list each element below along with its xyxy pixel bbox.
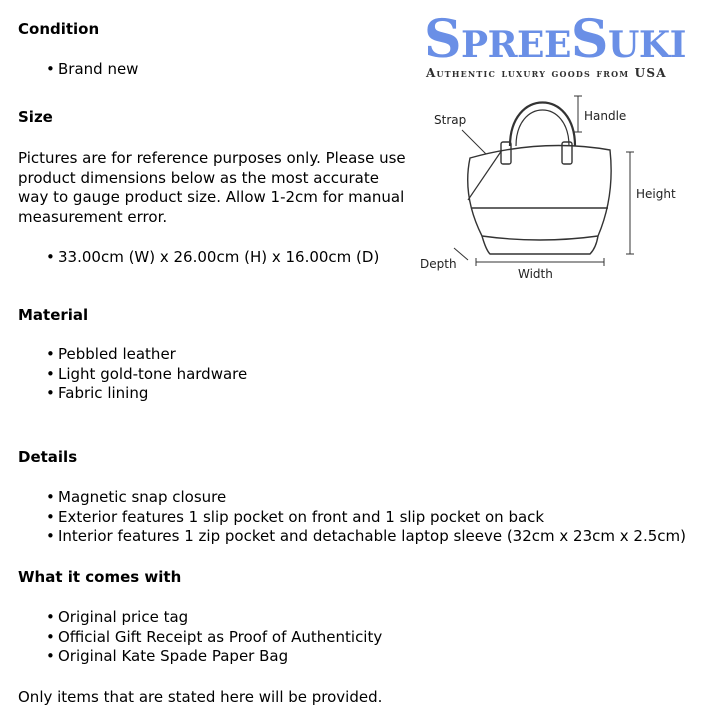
bullet: • (46, 248, 55, 266)
comes-with-heading: What it comes with (18, 568, 182, 586)
footer-note: Only items that are stated here will be provided. (18, 688, 383, 706)
list-item: • Fabric lining (46, 384, 149, 403)
diagram-label-height: Height (636, 187, 676, 201)
logo-wordmark: SpreeSuki (424, 9, 686, 70)
bag-icon (468, 103, 611, 255)
bullet: • (46, 608, 55, 626)
size-heading: Size (18, 108, 53, 126)
bullet: • (46, 507, 55, 526)
comes-with-list (46, 608, 382, 667)
material-list (46, 345, 247, 404)
bullet: • (46, 364, 55, 383)
bullet: • (46, 345, 55, 363)
diagram-label-strap: Strap (434, 113, 467, 127)
bullet: • (46, 60, 55, 78)
diagram-label-width: Width (518, 267, 553, 281)
list-item: • Magnetic snap closure (46, 488, 227, 506)
list-item: • Interior features 1 zip pocket and detachable laptop sleeve (32cm x 23cm x 2.5cm) (46, 527, 686, 546)
spreesuki-logo (424, 9, 716, 82)
bullet: • (46, 527, 55, 546)
list-item: • Light gold-tone hardware (46, 364, 248, 383)
material-heading: Material (18, 306, 89, 324)
bullet: • (46, 627, 55, 646)
bullet: • (46, 384, 55, 403)
list-item: • Original price tag (46, 608, 189, 626)
list-item: • Exterior features 1 slip pocket on front and 1 slip pocket on back (46, 507, 545, 526)
size-description: Pictures are for reference purposes only. Please use product dimensions below as the most accurate way to gauge product size. Allow 1-2cm for manual measurement error. (18, 149, 406, 226)
list-item: • 33.00cm (W) x 26.00cm (H) x 16.00cm (D) (46, 248, 380, 266)
bullet: • (46, 647, 55, 666)
list-item: • Official Gift Receipt as Proof of Authenticity (46, 627, 383, 646)
bullet: • (46, 488, 55, 506)
logo-tagline: Authentic luxury goods from USA (426, 66, 667, 80)
condition-list (46, 60, 138, 80)
list-item: • Original Kate Spade Paper Bag (46, 647, 289, 666)
size-list (46, 248, 379, 268)
bag-dimension-diagram (410, 88, 710, 288)
diagram-label-depth: Depth (420, 257, 457, 271)
details-list (46, 488, 686, 547)
diagram-label-handle: Handle (584, 109, 627, 123)
list-item: • Brand new (46, 60, 139, 78)
list-item: • Pebbled leather (46, 345, 176, 363)
details-heading: Details (18, 448, 78, 466)
condition-heading: Condition (18, 20, 100, 38)
